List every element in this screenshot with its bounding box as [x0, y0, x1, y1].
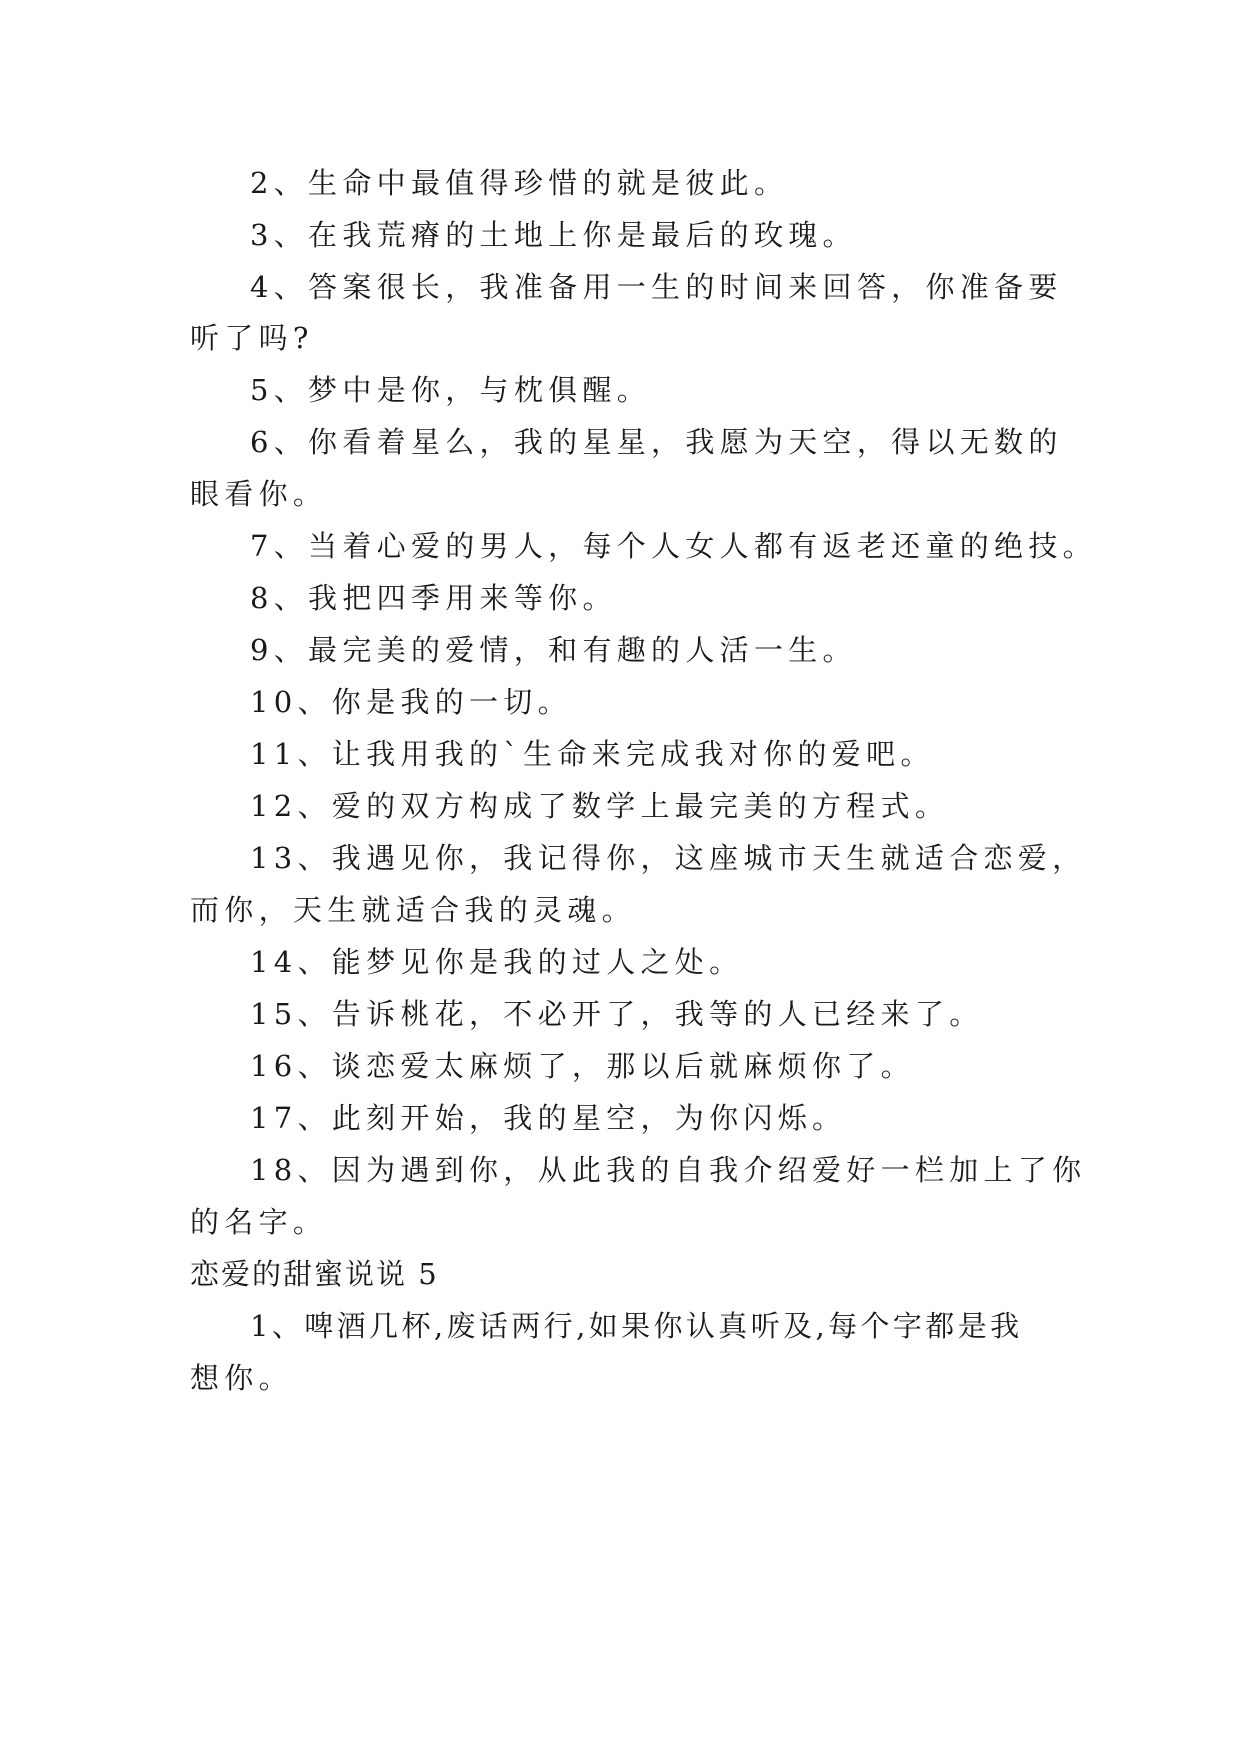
paragraph-line: 4、答案很长，我准备用一生的时间来回答，你准备要 — [250, 270, 1063, 304]
paragraph-line: 而你，天生就适合我的灵魂。 — [190, 893, 636, 927]
paragraph-line: 17、此刻开始，我的星空，为你闪烁。 — [250, 1101, 847, 1135]
paragraph-line: 2、生命中最值得珍惜的就是彼此。 — [250, 166, 789, 200]
paragraph-line: 7、当着心爱的男人，每个人女人都有返老还童的绝技。 — [250, 529, 1097, 563]
paragraph-line: 8、我把四季用来等你。 — [250, 581, 617, 615]
section-heading: 恋爱的甜蜜说说 5 — [190, 1257, 439, 1291]
paragraph-line: 12、爱的双方构成了数学上最完美的方程式。 — [250, 789, 950, 823]
paragraph-line: 13、我遇见你，我记得你，这座城市天生就适合恋爱， — [250, 841, 1087, 875]
paragraph-line: 18、因为遇到你，从此我的自我介绍爱好一栏加上了你 — [250, 1153, 1087, 1187]
paragraph-line: 15、告诉桃花，不必开了，我等的人已经来了。 — [250, 997, 984, 1031]
paragraph-line: 想你。 — [190, 1361, 293, 1395]
paragraph-line: 的名字。 — [190, 1205, 328, 1239]
paragraph-line: 6、你看着星么，我的星星，我愿为天空，得以无数的 — [250, 425, 1063, 459]
paragraph-line: 11、让我用我的`生命来完成我对你的爱吧。 — [250, 737, 935, 771]
paragraph-line: 1、啤酒几杯,废话两行,如果你认真听及,每个字都是我 — [250, 1309, 1023, 1343]
paragraph-line: 14、能梦见你是我的过人之处。 — [250, 945, 744, 979]
paragraph-line: 5、梦中是你，与枕俱醒。 — [250, 373, 652, 407]
paragraph-line: 眼看你。 — [190, 477, 328, 511]
paragraph-line: 3、在我荒瘠的土地上你是最后的玫瑰。 — [250, 218, 857, 252]
paragraph-line: 听了吗? — [190, 321, 314, 355]
paragraph-line: 9、最完美的爱情，和有趣的人活一生。 — [250, 633, 857, 667]
paragraph-line: 16、谈恋爱太麻烦了，那以后就麻烦你了。 — [250, 1049, 915, 1083]
paragraph-line: 10、你是我的一切。 — [250, 685, 572, 719]
